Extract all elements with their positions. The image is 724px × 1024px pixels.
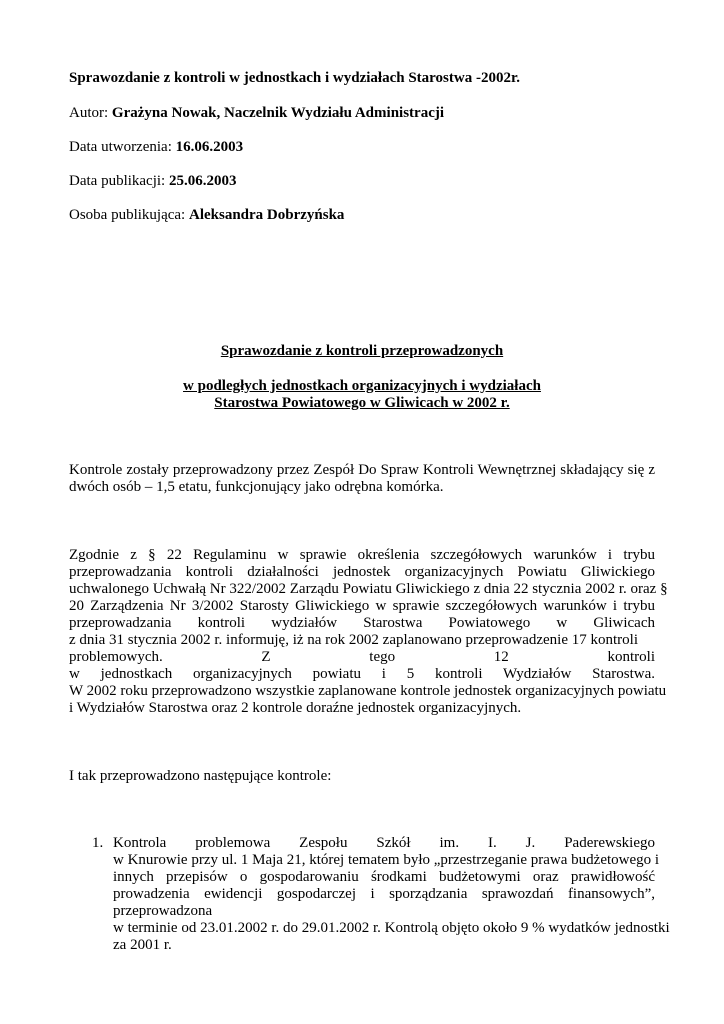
paragraph-2-line: z dnia 31 stycznia 2002 r. informuję, iż na rok 2002 zaplanowano przeprowadzenie 17 kontroli xyxy=(69,632,638,648)
report-title-line-2: w podległych jednostkach organizacyjnych i wydziałach xyxy=(183,378,541,394)
publisher-line xyxy=(69,206,344,224)
list-item-line: za 2001 r. xyxy=(113,937,172,953)
list-item-line: innych przepisów o gospodarowaniu środkami budżetowymi oraz prawidłowość xyxy=(113,869,655,885)
publisher-value: Aleksandra Dobrzyńska xyxy=(188,207,345,223)
author-line xyxy=(69,104,444,122)
paragraph-2-line: W 2002 roku przeprowadzono wszystkie zaplanowane kontrole jednostek organizacyjnych powiatu xyxy=(69,683,667,699)
paragraph-2-line: przeprowadzania kontroli działalności jednostek organizacyjnych Powiatu Gliwickiego xyxy=(69,564,655,580)
list-item-line: w terminie od 23.01.2002 r. do 29.01.2002 r. Kontrolą objęto około 9 % wydatków jednostki xyxy=(113,920,670,936)
created-value: 16.06.2003 xyxy=(175,139,244,155)
list-item-line: Kontrola problemowa Zespołu Szkół im. I. J. Paderewskiego xyxy=(113,835,655,851)
list-item-line: prowadzenia ewidencji gospodarczej i sporządzania sprawozdań finansowych”, xyxy=(113,886,655,902)
paragraph-1-line: dwóch osób – 1,5 etatu, funkcjonujący jako odrębna komórka. xyxy=(69,479,444,495)
list-item-number: 1. xyxy=(92,835,104,851)
created-date-line xyxy=(69,138,243,156)
published-value: 25.06.2003 xyxy=(168,173,237,189)
report-title-line-1: Sprawozdanie z kontroli przeprowadzonych xyxy=(220,343,504,359)
published-date-line xyxy=(69,172,236,190)
list-item-line: w Knurowie przy ul. 1 Maja 21, której tematem było „przestrzeganie prawa budżetowego i xyxy=(113,852,660,868)
paragraph-2-line: Zgodnie z § 22 Regulaminu w sprawie określenia szczegółowych warunków i trybu xyxy=(69,547,655,563)
paragraph-2-line: uchwalonego Uchwałą Nr 322/2002 Zarządu Powiatu Gliwickiego z dnia 22 stycznia 2002 r. oraz § xyxy=(69,581,668,597)
publisher-label: Osoba publikująca: xyxy=(69,207,189,223)
author-value: Grażyna Nowak, Naczelnik Wydziału Administracji xyxy=(111,105,445,121)
paragraph-3: I tak przeprowadzono następujące kontrole: xyxy=(69,768,332,784)
created-label: Data utworzenia: xyxy=(69,139,176,155)
paragraph-2-line: w jednostkach organizacyjnych powiatu i 5 kontroli Wydziałów Starostwa. xyxy=(69,666,655,682)
author-label: Autor: xyxy=(69,105,112,121)
paragraph-2-line: i Wydziałów Starostwa oraz 2 kontrole doraźne jednostek organizacyjnych. xyxy=(69,700,522,716)
paragraph-2-line: problemowych. Z tego 12 kontroli xyxy=(69,649,655,665)
paragraph-1-line: Kontrole zostały przeprowadzony przez Zespół Do Spraw Kontroli Wewnętrznej składający się z xyxy=(69,462,655,478)
list-item-line: przeprowadzona xyxy=(113,903,213,919)
report-title-line-3: Starostwa Powiatowego w Gliwicach w 2002 r. xyxy=(214,395,510,411)
paragraph-2-line: 20 Zarządzenia Nr 3/2002 Starosty Gliwickiego w sprawie szczegółowych warunków i trybu xyxy=(69,598,655,614)
published-label: Data publikacji: xyxy=(69,173,169,189)
document-title: Sprawozdanie z kontroli w jednostkach i wydziałach Starostwa -2002r. xyxy=(69,70,520,86)
paragraph-2-line: przeprowadzania kontroli wydziałów Starostwa Powiatowego w Gliwicach xyxy=(69,615,655,631)
